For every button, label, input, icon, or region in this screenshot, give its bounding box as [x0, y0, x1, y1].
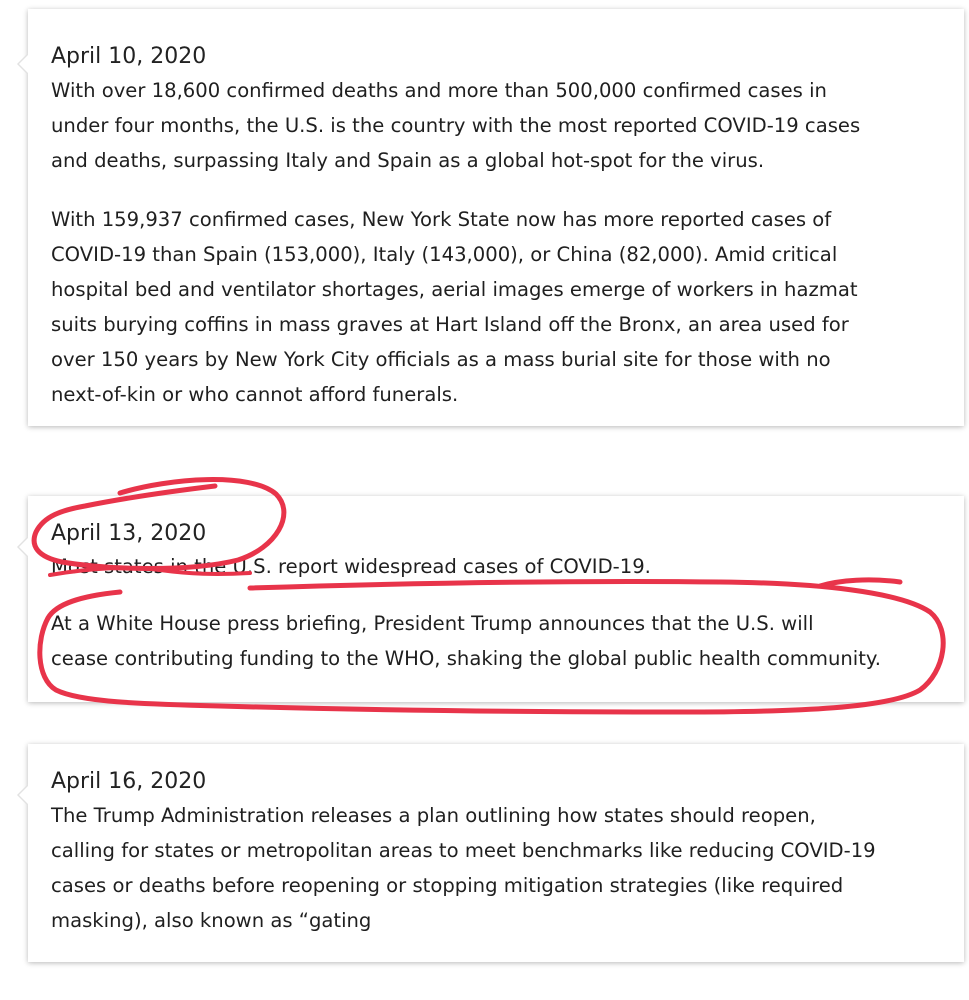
entry-date: April 10, 2020	[51, 44, 207, 69]
entry-date: April 16, 2020	[51, 769, 207, 794]
timeline-entry-april-16	[28, 744, 964, 962]
entry-paragraph	[51, 798, 876, 938]
text-line: next-of-kin or who cannot afford funerals.	[51, 383, 459, 406]
timeline-pointer	[17, 784, 28, 806]
text-line: cease contributing funding to the WHO, shaking the global public health community.	[51, 647, 881, 670]
entry-paragraph	[51, 549, 651, 584]
timeline-pointer	[17, 53, 28, 75]
text-line: suits burying coffins in mass graves at Hart Island off the Bronx, an area used for	[51, 313, 849, 336]
timeline-entry-april-10	[28, 9, 964, 426]
entry-date: April 13, 2020	[51, 521, 207, 546]
text-line: With over 18,600 confirmed deaths and more than 500,000 confirmed cases in	[51, 79, 827, 102]
text-line: The Trump Administration releases a plan outlining how states should reopen,	[51, 804, 816, 827]
text-line: COVID-19 than Spain (153,000), Italy (143,000), or China (82,000). Amid critical	[51, 243, 838, 266]
text-line: With 159,937 confirmed cases, New York State now has more reported cases of	[51, 208, 832, 231]
timeline-entry-april-13	[28, 496, 964, 702]
entry-paragraph	[51, 73, 860, 178]
text-line: over 150 years by New York City officials as a mass burial site for those with no	[51, 348, 831, 371]
timeline-pointer	[17, 536, 28, 558]
text-line: calling for states or metropolitan areas to meet benchmarks like reducing COVID-19	[51, 839, 876, 862]
text-line: Most states in the U.S. report widespread cases of COVID-19.	[51, 555, 651, 578]
text-line: and deaths, surpassing Italy and Spain as a global hot-spot for the virus.	[51, 149, 765, 172]
text-line: cases or deaths before reopening or stopping mitigation strategies (like required	[51, 874, 844, 897]
text-line: masking), also known as “gating	[51, 909, 372, 932]
text-line: hospital bed and ventilator shortages, aerial images emerge of workers in hazmat	[51, 278, 858, 301]
text-line: under four months, the U.S. is the country with the most reported COVID-19 cases	[51, 114, 861, 137]
entry-paragraph	[51, 202, 858, 412]
text-line: At a White House press briefing, President Trump announces that the U.S. will	[51, 612, 814, 635]
entry-paragraph	[51, 606, 881, 676]
